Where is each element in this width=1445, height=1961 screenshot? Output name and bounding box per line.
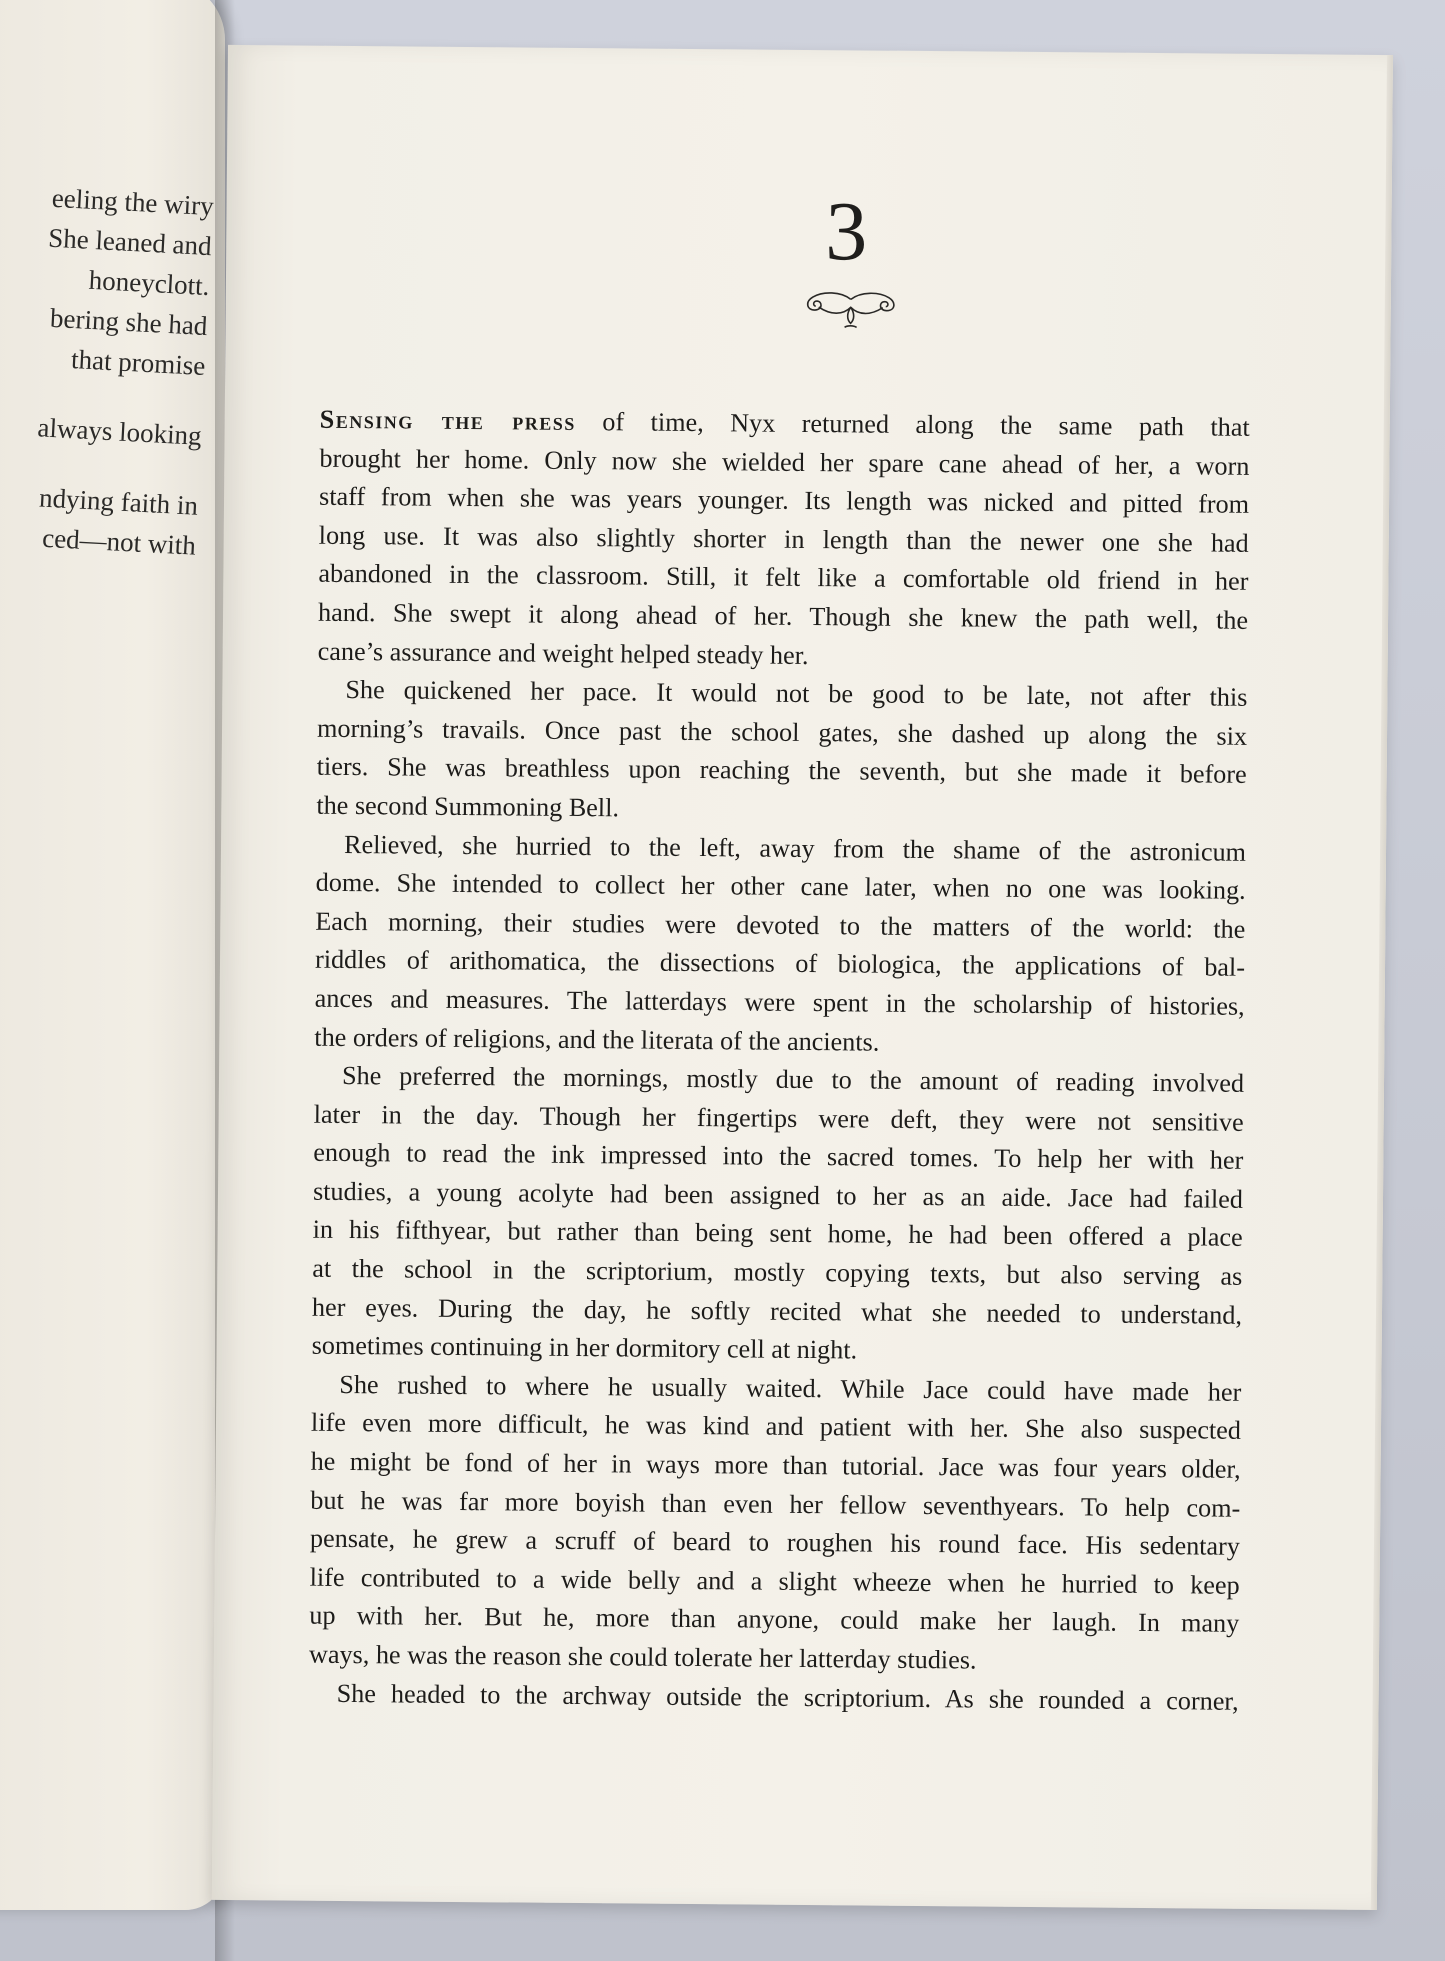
text-line: life even more difficult, he was kind and patient with her. She also suspected [310,1408,1242,1446]
text-line: ances and measures. The latterdays were spent in the scholarship of histories, [314,983,1245,1021]
flourish-ornament-icon [801,285,901,336]
text-line: riddles of arithomatica, the dissections of biologica, the applications of bal- [314,945,1246,983]
left-page [0,0,225,1910]
text-line: staff from when she was years younger. Its length was nicked and pitted from [318,481,1250,520]
text-line: the second Summoning Bell. [316,790,620,823]
paragraph [312,1057,1245,1374]
paragraph [316,671,1247,833]
text-line: ways, he was the reason she could tolerate her latterday studies. [308,1639,977,1675]
text-line: She rushed to where he usually waited. While Jace could have made her [339,1369,1242,1407]
text-line: in his fifthyear, but rather than being sent home, he had been offered a place [312,1215,1243,1253]
left-line: bering she had [49,302,209,342]
text-line: hand. She swept it along ahead of her. Though she knew the path well, the [317,597,1249,635]
left-line: that promise [70,344,207,381]
left-page-text [0,175,215,566]
paragraph [314,825,1246,1065]
text-line: enough to read the ink impressed into the sacred tomes. To help her with her [313,1137,1244,1176]
text-line: She headed to the archway outside the scriptorium. As she rounded a corner, [336,1678,1239,1716]
text-span: of time, Nyx returned along the same path that [575,406,1250,442]
text-line: life contributed to a wide belly and a slight wheeze when he hurried to keep [309,1562,1240,1600]
text-line: sometimes continuing in her dormitory cell at night. [311,1330,858,1365]
text-line: brought her home. Only now she wielded her spare cane ahead of her, a worn [319,443,1250,481]
chapter-number: 3 [825,185,868,279]
text-line: She preferred the mornings, mostly due to the amount of reading involved [341,1061,1245,1098]
text-line: Each morning, their studies were devoted to the matters of the world: the [315,906,1246,944]
left-line: ced—not with [41,522,197,561]
text-line: her eyes. During the day, he softly recited what she needed to understand, [311,1292,1243,1330]
left-line: ndying faith in [38,482,199,521]
lead-in-smallcaps: Sensing the press [319,404,576,436]
text-line: up with her. But he, more than anyone, could make her laugh. In many [309,1601,1240,1639]
text-line: studies, a young acolyte had been assigned to her as an aide. Jace had failed [312,1176,1244,1214]
left-line: always looking [36,412,203,451]
text-line: morning’s travails. Once past the school gates, she dashed up along the six [316,713,1248,751]
text-line: cane’s assurance and weight helped steady her. [317,636,809,670]
text-line: Relieved, she hurried to the left, away from the shame of the astronicum [343,829,1247,867]
text-line: She quickened her pace. It would not be good to be late, not after this [345,675,1248,712]
text-line: at the school in the scriptorium, mostly copying texts, but also serving as [312,1253,1243,1291]
text-line: pensate, he grew a scruff of beard to roughen his round face. His sedentary [309,1523,1241,1562]
text-line: but he was far more boyish than even her fellow seventhyears. To help com- [310,1485,1241,1523]
paragraph [318,401,1250,679]
left-line: eeling the wiry [51,182,215,222]
right-page [212,45,1393,1910]
text-line: long use. It was also slightly shorter in length than the newer one she had [318,520,1249,558]
paragraph [309,1366,1242,1683]
left-line: She leaned and [47,222,213,262]
chapter-body [308,401,1249,1721]
text-line: the orders of religions, and the literata of the ancients. [314,1022,880,1057]
paragraph [308,1674,1238,1721]
text-line: he might be fond of her in ways more than tutorial. Jace was four years older, [310,1446,1241,1484]
text-line: tiers. She was breathless upon reaching the seventh, but she made it before [316,752,1247,790]
text-line: later in the day. Though her fingertips were deft, they were not sensitive [313,1099,1244,1137]
text-line: abandoned in the classroom. Still, it felt like a comfortable old friend in her [318,559,1249,597]
text-line: dome. She intended to collect her other cane later, when no one was looking. [315,867,1246,905]
left-line: honeyclott. [88,264,211,302]
page-edge [1371,55,1393,1910]
